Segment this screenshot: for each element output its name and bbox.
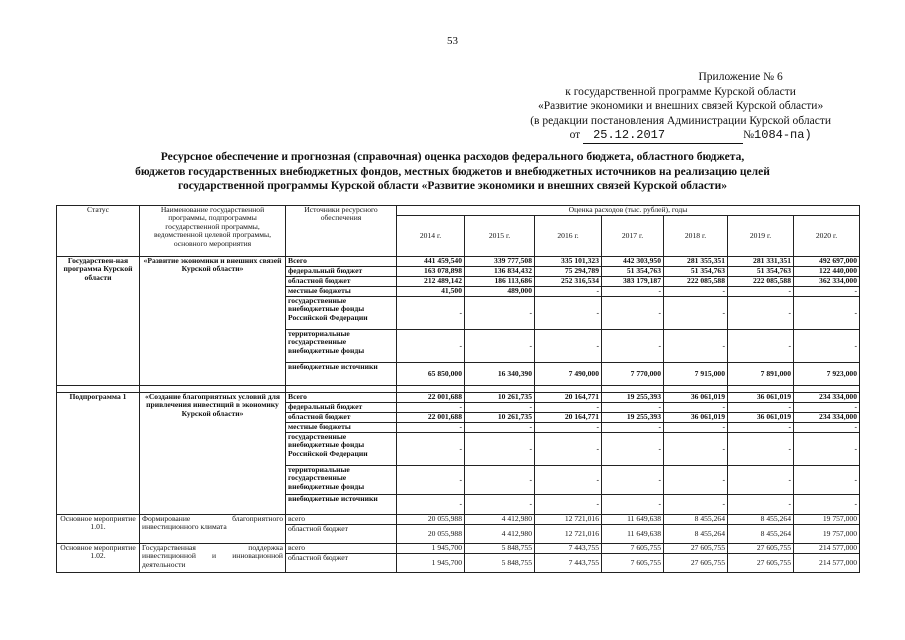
value-cell: - (535, 330, 602, 363)
value-cell: 8 455,264 (728, 515, 794, 525)
header-year: 2016 г. (535, 216, 602, 257)
value-cell: - (728, 330, 794, 363)
value-cell: 5 848,755 (465, 544, 535, 554)
value-cell: - (602, 330, 664, 363)
value-cell: - (728, 287, 794, 297)
value-cell: - (794, 495, 860, 515)
spacer-cell (140, 386, 286, 393)
source-cell: государственные внебюджетные фонды Российской Федерации (286, 297, 397, 330)
value-cell: 27 605,755 (728, 554, 794, 573)
spacer-cell (465, 386, 535, 393)
name-cell: «Развитие экономики и внешних связей Курской области» (140, 257, 286, 386)
value-cell: 1 945,700 (397, 554, 465, 573)
value-cell: - (602, 423, 664, 433)
source-cell: территориальные государственные внебюджетные фонды (286, 466, 397, 495)
value-cell: 234 334,000 (794, 413, 860, 423)
value-cell: - (602, 433, 664, 466)
header-name: Наименование государственной программы, подпрограммы государственной программы, ведомственной целевой программы, основного мероприятия (140, 206, 286, 257)
value-cell: 383 179,187 (602, 277, 664, 287)
value-cell: - (397, 466, 465, 495)
value-cell: - (664, 423, 728, 433)
header-estimate: Оценка расходов (тыс. рублей), годы (397, 206, 860, 216)
title-line-3: государственной программы Курской области «Развитие экономики и внешних связей Курской области» (178, 180, 727, 192)
value-cell: - (535, 297, 602, 330)
value-cell: 441 459,540 (397, 257, 465, 267)
source-cell: областной бюджет (286, 277, 397, 287)
resource-table (56, 205, 860, 573)
value-cell: 12 721,016 (535, 515, 602, 525)
value-cell: - (602, 466, 664, 495)
value-cell: - (728, 423, 794, 433)
spacer-cell (794, 386, 860, 393)
status-cell: Основное мероприятие 1.02. (57, 544, 140, 573)
header-year: 2018 г. (664, 216, 728, 257)
document-title (60, 150, 845, 194)
value-cell: 12 721,016 (535, 525, 602, 544)
source-cell: областной бюджет (286, 554, 397, 573)
value-cell: 20 055,988 (397, 525, 465, 544)
value-cell: - (794, 403, 860, 413)
source-cell: местные бюджеты (286, 287, 397, 297)
value-cell: 27 605,755 (664, 554, 728, 573)
value-cell: - (602, 287, 664, 297)
appendix-date-line (530, 128, 831, 144)
spacer-cell (286, 386, 397, 393)
value-cell: 36 061,019 (728, 393, 794, 403)
value-cell: - (397, 423, 465, 433)
value-cell: - (535, 495, 602, 515)
source-cell: областной бюджет (286, 413, 397, 423)
value-cell: 362 334,000 (794, 277, 860, 287)
spacer-cell (397, 386, 465, 393)
spacer-cell (664, 386, 728, 393)
value-cell: 16 340,390 (465, 363, 535, 386)
value-cell: 339 777,508 (465, 257, 535, 267)
source-cell: Всего (286, 257, 397, 267)
value-cell: - (397, 330, 465, 363)
value-cell: - (397, 403, 465, 413)
header-year: 2015 г. (465, 216, 535, 257)
value-cell: 36 061,019 (728, 413, 794, 423)
value-cell: 163 078,898 (397, 267, 465, 277)
appendix-header (530, 70, 831, 144)
value-cell: - (602, 403, 664, 413)
header-sources: Источники ресурсного обеспечения (286, 206, 397, 257)
value-cell: - (664, 466, 728, 495)
value-cell: - (728, 495, 794, 515)
value-cell: - (794, 423, 860, 433)
value-cell: 8 455,264 (728, 525, 794, 544)
number-sign: № (743, 129, 755, 141)
value-cell: - (794, 330, 860, 363)
decree-date: 25.12.2017 (583, 128, 743, 144)
value-cell: - (602, 495, 664, 515)
value-cell: 214 577,000 (794, 554, 860, 573)
value-cell: 7 443,755 (535, 554, 602, 573)
value-cell: 214 577,000 (794, 544, 860, 554)
status-cell: Государствен-ная программа Курской области (57, 257, 140, 386)
value-cell: 122 440,000 (794, 267, 860, 277)
status-cell: Подпрограмма 1 (57, 393, 140, 515)
value-cell: 7 490,000 (535, 363, 602, 386)
value-cell: - (535, 423, 602, 433)
value-cell: 222 085,588 (664, 277, 728, 287)
value-cell: 136 834,432 (465, 267, 535, 277)
value-cell: - (664, 330, 728, 363)
decree-number: 1084-па) (754, 128, 812, 142)
name-cell: «Создание благоприятных условий для привлечения инвестиций в экономику Курской области» (140, 393, 286, 515)
source-cell: федеральный бюджет (286, 267, 397, 277)
value-cell: 75 294,789 (535, 267, 602, 277)
value-cell: - (465, 330, 535, 363)
value-cell: 51 354,763 (664, 267, 728, 277)
value-cell: 489,000 (465, 287, 535, 297)
value-cell: - (535, 403, 602, 413)
value-cell: 22 001,688 (397, 393, 465, 403)
value-cell: 186 113,686 (465, 277, 535, 287)
title-line-1: Ресурсное обеспечение и прогнозная (справочная) оценка расходов федерального бюджета, областного бюджета, (160, 151, 745, 163)
value-cell: 281 355,351 (664, 257, 728, 267)
spacer-cell (535, 386, 602, 393)
value-cell: - (728, 433, 794, 466)
value-cell: 36 061,019 (664, 393, 728, 403)
table-row (57, 257, 860, 267)
value-cell: 11 649,638 (602, 515, 664, 525)
value-cell: - (728, 297, 794, 330)
source-cell: местные бюджеты (286, 423, 397, 433)
value-cell: 7 443,755 (535, 544, 602, 554)
value-cell: 252 316,534 (535, 277, 602, 287)
header-year: 2019 г. (728, 216, 794, 257)
value-cell: - (664, 287, 728, 297)
value-cell: 20 055,988 (397, 515, 465, 525)
value-cell: - (602, 297, 664, 330)
value-cell: - (794, 433, 860, 466)
value-cell: 19 757,000 (794, 515, 860, 525)
value-cell: - (728, 466, 794, 495)
page-number: 53 (447, 35, 458, 47)
value-cell: 19 255,393 (602, 413, 664, 423)
value-cell: 492 697,000 (794, 257, 860, 267)
value-cell: 19 255,393 (602, 393, 664, 403)
value-cell: - (664, 403, 728, 413)
title-line-2: бюджетов государственных внебюджетных фондов, местных бюджетов и внебюджетных источников на реализацию целей (135, 165, 770, 178)
value-cell: 51 354,763 (602, 267, 664, 277)
value-cell: 22 001,688 (397, 413, 465, 423)
value-cell: 10 261,735 (465, 393, 535, 403)
value-cell: - (535, 287, 602, 297)
value-cell: 7 770,000 (602, 363, 664, 386)
value-cell: - (664, 495, 728, 515)
value-cell: 7 891,000 (728, 363, 794, 386)
table-row (57, 515, 860, 525)
value-cell: - (465, 297, 535, 330)
appendix-line-3: «Развитие экономики и внешних связей Курской области» (538, 100, 824, 112)
value-cell: - (794, 466, 860, 495)
header-status: Статус (57, 206, 140, 257)
value-cell: 27 605,755 (664, 544, 728, 554)
value-cell: 222 085,588 (728, 277, 794, 287)
value-cell: 281 331,351 (728, 257, 794, 267)
value-cell: 8 455,264 (664, 525, 728, 544)
from-label: от (569, 129, 581, 141)
value-cell: - (397, 433, 465, 466)
value-cell: 10 261,735 (465, 413, 535, 423)
value-cell: - (465, 433, 535, 466)
value-cell: 27 605,755 (728, 544, 794, 554)
value-cell: - (465, 495, 535, 515)
value-cell: 4 412,980 (465, 525, 535, 544)
spacer-cell (728, 386, 794, 393)
name-cell: Формирование благоприятного инвестиционного климата (140, 515, 286, 544)
table-row (57, 544, 860, 554)
source-cell: Всего (286, 393, 397, 403)
source-cell: областной бюджет (286, 525, 397, 544)
value-cell: 212 489,142 (397, 277, 465, 287)
appendix-line-1: Приложение № 6 (698, 71, 783, 83)
header-year: 2017 г. (602, 216, 664, 257)
value-cell: - (465, 423, 535, 433)
header-row-1 (57, 206, 860, 216)
source-cell: внебюджетные источники (286, 495, 397, 515)
source-cell: территориальные государственные внебюджетные фонды (286, 330, 397, 363)
header-year: 2014 г. (397, 216, 465, 257)
source-cell: федеральный бюджет (286, 403, 397, 413)
value-cell: 65 850,000 (397, 363, 465, 386)
value-cell: 7 915,000 (664, 363, 728, 386)
value-cell: - (397, 297, 465, 330)
spacer-cell (57, 386, 140, 393)
value-cell: 8 455,264 (664, 515, 728, 525)
value-cell: - (794, 297, 860, 330)
value-cell: 7 605,755 (602, 544, 664, 554)
value-cell: 5 848,755 (465, 554, 535, 573)
value-cell: 4 412,980 (465, 515, 535, 525)
header-year: 2020 г. (794, 216, 860, 257)
spacer-row (57, 386, 860, 393)
value-cell: 11 649,638 (602, 525, 664, 544)
value-cell: - (664, 433, 728, 466)
value-cell: 7 923,000 (794, 363, 860, 386)
source-cell: всего (286, 544, 397, 554)
value-cell: 19 757,000 (794, 525, 860, 544)
source-cell: внебюджетные источники (286, 363, 397, 386)
value-cell: - (535, 466, 602, 495)
value-cell: 335 101,323 (535, 257, 602, 267)
value-cell: - (664, 297, 728, 330)
value-cell: - (728, 403, 794, 413)
value-cell: - (465, 403, 535, 413)
source-cell: всего (286, 515, 397, 525)
value-cell: - (465, 466, 535, 495)
value-cell: - (794, 287, 860, 297)
source-cell: государственные внебюджетные фонды Российской Федерации (286, 433, 397, 466)
name-cell: Государственная поддержка инвестиционной и инновационной деятельности (140, 544, 286, 573)
table-row (57, 393, 860, 403)
value-cell: 442 303,950 (602, 257, 664, 267)
appendix-line-4: (в редакции постановления Администрации Курской области (530, 114, 831, 127)
value-cell: 51 354,763 (728, 267, 794, 277)
value-cell: 41,500 (397, 287, 465, 297)
value-cell: 1 945,700 (397, 544, 465, 554)
value-cell: 234 334,000 (794, 393, 860, 403)
appendix-line-2: к государственной программе Курской области (565, 85, 796, 98)
value-cell: 20 164,771 (535, 393, 602, 403)
value-cell: 7 605,755 (602, 554, 664, 573)
value-cell: - (535, 433, 602, 466)
value-cell: 20 164,771 (535, 413, 602, 423)
status-cell: Основное мероприятие 1.01. (57, 515, 140, 544)
value-cell: - (397, 495, 465, 515)
spacer-cell (602, 386, 664, 393)
value-cell: 36 061,019 (664, 413, 728, 423)
